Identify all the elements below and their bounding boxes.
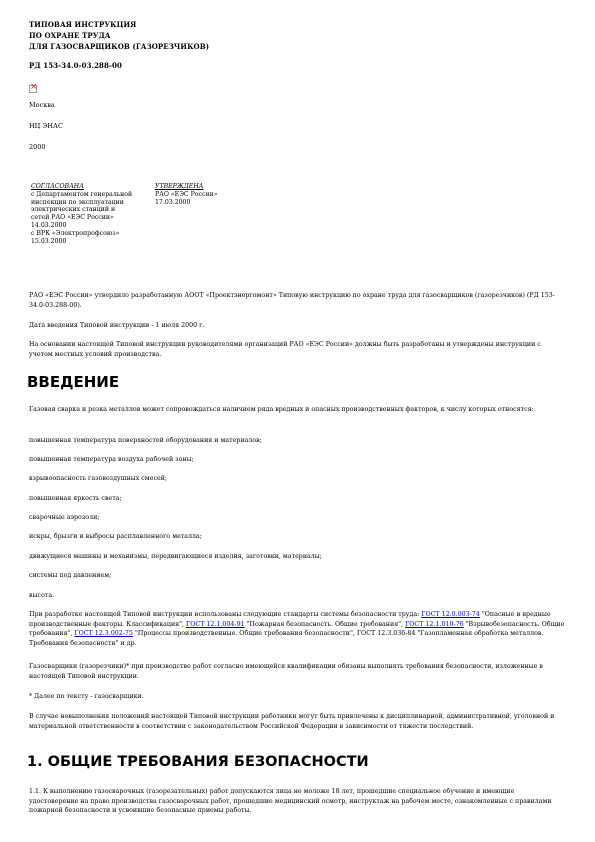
gost-tail: ГОСТ 12.3.036-84 "Газопламенная обработка металлов. Требования безопасности" и др. (29, 630, 544, 647)
factor-item: движущиеся машины и механизмы, передвигающиеся изделия, заготовки, материалы; (29, 553, 322, 560)
broken-image-icon (29, 85, 37, 93)
intro-paragraph: На основании настоящей Типовой инструкции руководителями организаций РАО «ЕЭС России» должны быть разработаны и утверждены инструкции с учетом местных условий производства. (29, 341, 541, 358)
approval-agreed-label: СОГЛАСОВАНА (31, 183, 84, 190)
approval-agreed-line: инспекции по эксплуатации (31, 198, 124, 206)
standards-paragraph (29, 610, 565, 648)
gost-link-12-3-002-75[interactable]: ГОСТ 12.3.002-75 (74, 630, 133, 637)
doc-title-line-1: ТИПОВАЯ ИНСТРУКЦИЯ (29, 20, 137, 29)
gost-title: "Пожарная безопасность. Общие требования", (246, 620, 404, 628)
approval-agreed-line: электрических станций и (31, 206, 116, 214)
factors-lead: Газовая сварка и резка металлов может сопровождаться наличием ряда вредных и опасных производственных факторов, к числу которых относятся: (29, 406, 534, 413)
doc-title-line-3: ДЛЯ ГАЗОСВАРЩИКОВ (ГАЗОРЕЗЧИКОВ) (29, 42, 210, 51)
factor-item: повышенная температура воздуха рабочей зоны; (29, 456, 194, 463)
requirement-1-1: 1.1. К выполнению газосварочных (газорезательных) работ допускаются лица не моложе 18 лет, прошедшие специальное обучение и имеющие удостоверение на право производства газосварочных работ, прошедшие медицинский осмотр, инструктаж на рабочем месте, ознакомленные с правилами пожарной безопасности и усвоившие безопасные приемы работы. (29, 788, 552, 814)
approval-approved-date: 17.03.2000 (155, 198, 191, 206)
footnote: * Далее по тексту - газосварщики. (29, 693, 144, 700)
approval-agreed-line: сетей РАО «ЕЭС России» (31, 214, 114, 222)
factor-item: искры, брызги и выбросы расплавленного металла; (29, 533, 202, 540)
approval-agreed-date: 14.03.2000 (31, 221, 67, 229)
approval-approved-block (155, 183, 275, 206)
factor-item: взрывоопасность газовоздушных смесей; (29, 475, 168, 482)
doc-code: РД 153-34.0-03.288-00 (29, 61, 122, 70)
doc-title-line-2: ПО ОХРАНЕ ТРУДА (29, 31, 111, 40)
intro-paragraph: РАО «ЕЭС России» утвердило разработанную АООТ «Проектэнергомонт» Типовую инструкцию по охране труда для газосварщиков (газорезчиков) (РД 153-34.0-03.288-00). (29, 292, 555, 309)
approval-agreed-block (31, 183, 151, 245)
factor-item: повышенная температура поверхностей оборудования и материалов; (29, 437, 262, 444)
approval-approved-label: УТВЕРЖДЕНА (155, 183, 204, 190)
factor-item: высота. (29, 592, 55, 599)
approval-agreed-date: 15.03.2000 (31, 237, 67, 245)
gost-title: "Опасные и вредные производственные факторы. Классификация", (29, 611, 551, 628)
gost-link-12-1-010-76[interactable]: ГОСТ 12.1.010-76 (405, 620, 464, 628)
standards-text: При разработке настоящей Типовой инструкции использованы следующие стандарты системы безопасности труда: (29, 611, 420, 618)
approval-agreed-line: с ВРК «Электропрофсоюз» (31, 229, 120, 237)
section-heading-general-requirements: 1. ОБЩИЕ ТРЕБОВАНИЯ БЕЗОПАСНОСТИ (27, 754, 369, 770)
gost-link-12-0-003-74[interactable]: ГОСТ 12.0.003-74 (421, 611, 480, 618)
intro-paragraph: Дата введения Типовой инструкции - 1 июля 2000 г. (29, 322, 205, 329)
publisher: НЦ ЭНАС (29, 122, 63, 130)
approval-agreed-line: с Департаментом генеральной (31, 190, 133, 198)
liability-paragraph: В случае невыполнения положений настоящей Типовой инструкции работники могут быть привлечены к дисциплинарной, административной, уголовной и материальной ответственности в соответствии с законодательством Российской Федерации в зависимости от тяжести последствий. (29, 713, 555, 730)
gost-link-12-1-004-91[interactable]: ГОСТ 12.1.004-91 (186, 620, 245, 628)
approval-approved-line: РАО «ЕЭС России» (155, 190, 218, 198)
gost-title: "Взрывобезопасность. Общие требования", (29, 620, 565, 637)
year: 2000 (29, 143, 46, 151)
factor-item: системы под давлением; (29, 572, 112, 579)
welders-paragraph: Газосварщики (газорезчики)* при производстве работ согласно имеющейся квалификации обязаны выполнять требования безопасности, изложенные в настоящей Типовой инструкции. (29, 663, 543, 680)
gost-title: "Процессы производственные. Общие требования безопасности", (134, 630, 355, 637)
factor-item: повышенная яркость света; (29, 495, 122, 502)
factor-item: сварочные аэрозоли; (29, 514, 100, 521)
city: Москва (29, 101, 55, 109)
section-heading-introduction: ВВЕДЕНИЕ (27, 373, 120, 391)
